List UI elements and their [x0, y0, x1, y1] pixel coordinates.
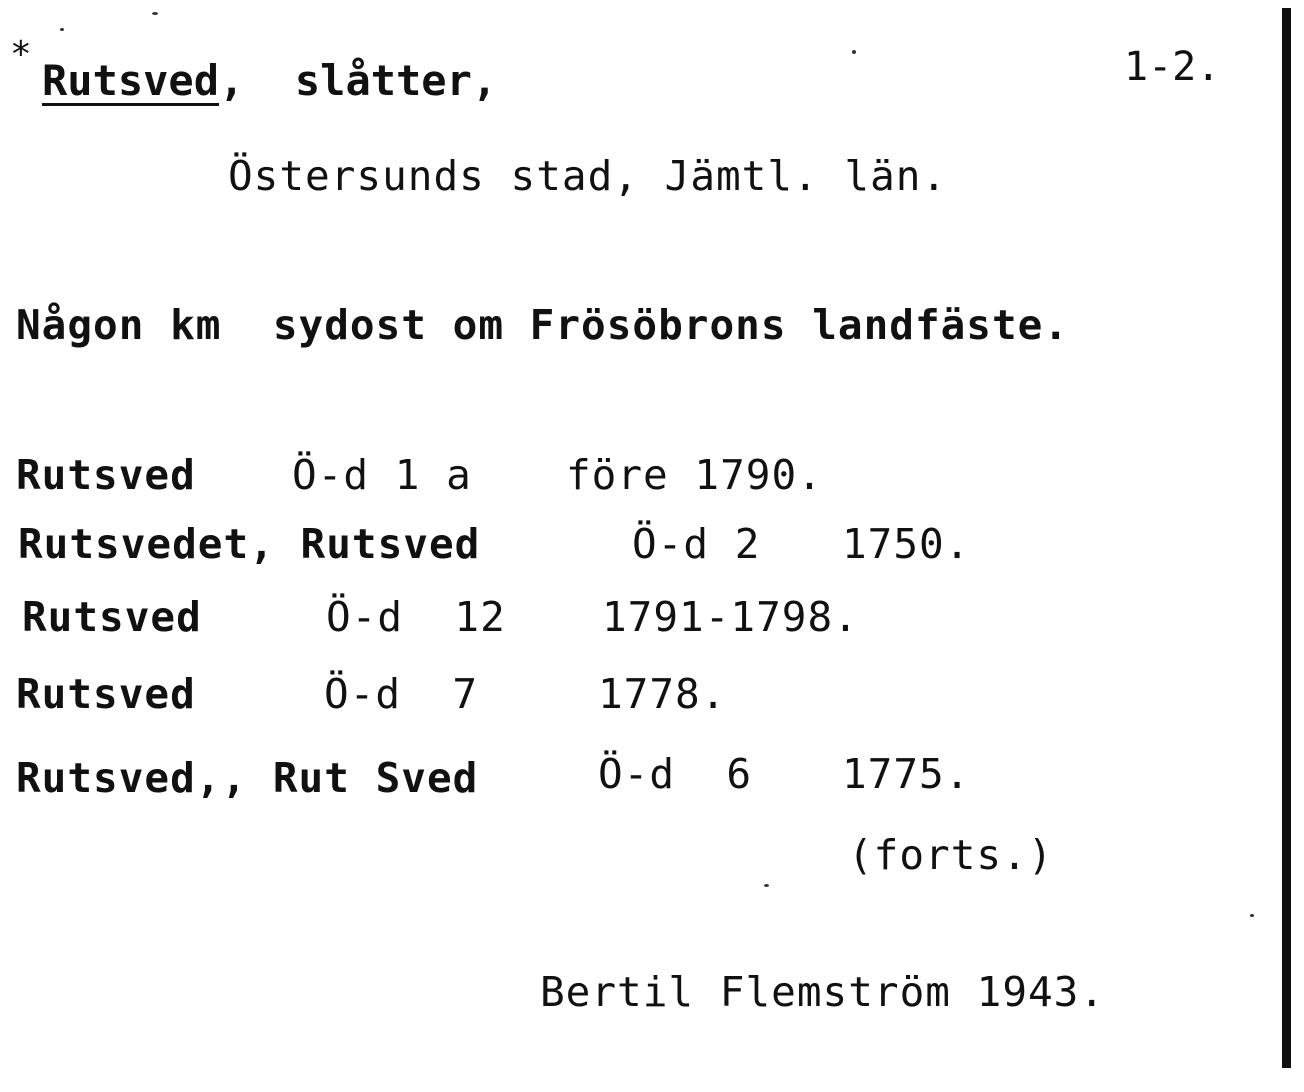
- entry-2-year: 1750.: [842, 520, 971, 568]
- headword: Rutsved: [42, 56, 220, 105]
- entry-1-name: Rutsved: [16, 451, 196, 499]
- entry-4-ref: Ö-d 7: [324, 670, 479, 718]
- card-number: 1-2.: [1124, 44, 1221, 90]
- scan-speck: [60, 28, 64, 31]
- entry-5-ref: Ö-d 6: [598, 750, 753, 798]
- scan-speck: [152, 12, 158, 15]
- entry-4-name: Rutsved: [16, 670, 196, 718]
- headword-line: [42, 56, 497, 105]
- entry-4-year: 1778.: [598, 670, 727, 718]
- entry-3-name: Rutsved: [22, 593, 202, 641]
- location-line: Östersunds stad, Jämtl. län.: [228, 152, 948, 200]
- card-right-edge: [1282, 8, 1291, 1068]
- entry-2-ref: Ö-d 2: [632, 520, 761, 568]
- entry-2-name: Rutsvedet, Rutsved: [18, 520, 481, 568]
- entry-5-year: 1775.: [842, 750, 971, 798]
- continued-note: (forts.): [848, 831, 1054, 879]
- entry-1-ref: Ö-d 1 a: [292, 451, 472, 499]
- scan-speck: [1250, 914, 1254, 917]
- entry-5-name: Rutsved,, Rut Sved: [16, 754, 479, 802]
- signature: Bertil Flemström 1943.: [540, 968, 1106, 1016]
- headword-suffix: , slåtter,: [219, 56, 498, 105]
- scan-speck: [764, 884, 769, 887]
- asterisk-mark: *: [10, 34, 32, 75]
- scan-speck: [852, 50, 856, 54]
- entry-3-year: 1791-1798.: [602, 593, 859, 641]
- entry-3-ref: Ö-d 12: [326, 593, 506, 641]
- description-line: Någon km sydost om Frösöbrons landfäste.: [16, 301, 1070, 349]
- entry-1-year: före 1790.: [566, 451, 823, 499]
